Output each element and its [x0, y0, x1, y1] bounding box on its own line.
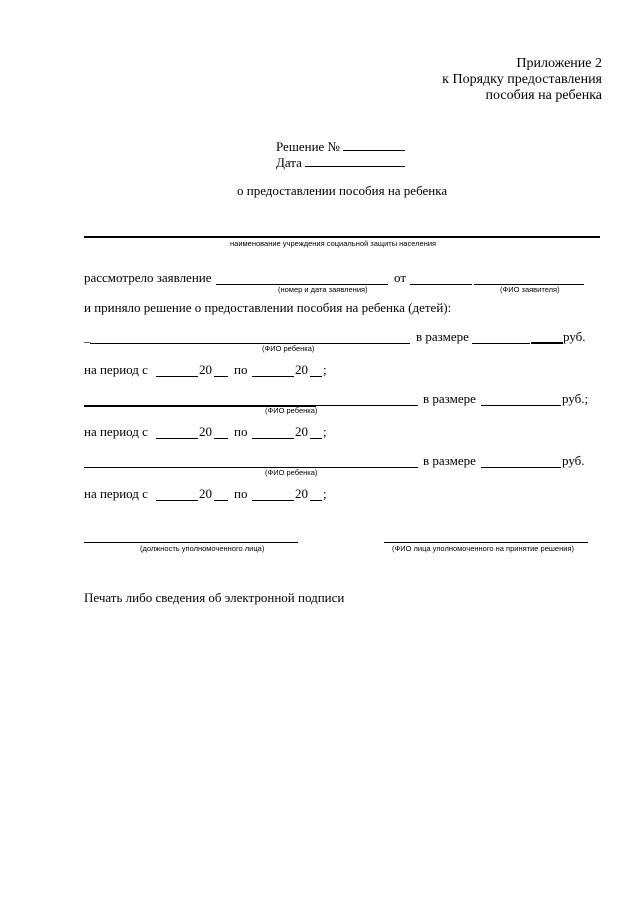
child-2-start-year-line[interactable] — [214, 438, 228, 439]
position-caption: (должность уполномоченного лица) — [140, 544, 265, 553]
child-3-name-line[interactable] — [84, 467, 418, 468]
institution-caption: наименование учреждения социальной защиты населения — [230, 239, 437, 248]
child-3-start-year-prefix: 20 — [199, 486, 212, 501]
child-3-start-date-line[interactable] — [156, 500, 198, 501]
child-1-end-year-line[interactable] — [310, 376, 322, 377]
appendix-line-2: к Порядку предоставления — [442, 72, 602, 87]
decision-number-field — [276, 138, 405, 154]
considered-label: рассмотрело заявление — [84, 270, 212, 285]
stamp-text: Печать либо сведения об электронной подписи — [84, 590, 345, 605]
child-2-start-year-prefix: 20 — [199, 424, 212, 439]
child-1-amount-label: в размере — [416, 329, 469, 344]
child-1-by-label: по — [234, 362, 248, 377]
child-1-start-year-line[interactable] — [214, 376, 228, 377]
child-1-start-date-line[interactable] — [156, 376, 198, 377]
child-2-amount-label: в размере — [423, 391, 476, 406]
child-2-by-label: по — [234, 424, 248, 439]
child-3-end-mark: ; — [323, 486, 327, 501]
decision-number-blank[interactable] — [343, 138, 405, 151]
child-1-period-label: на период с — [84, 362, 148, 377]
position-signature-line[interactable] — [84, 542, 298, 543]
child-1-name-line[interactable] — [90, 343, 410, 344]
child-3-currency: руб. — [562, 453, 585, 468]
child-2-caption: (ФИО ребенка) — [265, 406, 318, 415]
child-1-currency: руб. — [563, 329, 586, 344]
child-3-amount-line[interactable] — [481, 467, 561, 468]
child-2-name-line-b[interactable] — [316, 405, 418, 406]
child-2-end-date-line[interactable] — [252, 438, 294, 439]
child-3-end-year-line[interactable] — [310, 500, 322, 501]
child-3-end-year-prefix: 20 — [295, 486, 308, 501]
decision-date-blank[interactable] — [305, 154, 405, 167]
decision-date-label: Дата — [276, 155, 302, 170]
institution-line[interactable] — [84, 236, 600, 238]
child-2-amount-line[interactable] — [481, 405, 561, 406]
child-3-by-label: по — [234, 486, 248, 501]
child-3-start-year-line[interactable] — [214, 500, 228, 501]
child-2-period-label: на период с — [84, 424, 148, 439]
child-1-start-year-prefix: 20 — [199, 362, 212, 377]
number-date-caption: (номер и дата заявления) — [278, 285, 368, 294]
decision-text: и приняло решение о предоставлении пособия на ребенка (детей): — [84, 300, 452, 315]
decision-date-field — [276, 154, 405, 170]
child-2-end-mark: ; — [323, 424, 327, 439]
appendix-line-3: пособия на ребенка — [485, 88, 602, 103]
decision-number-label: Решение № — [276, 139, 340, 154]
name-signature-line[interactable] — [384, 542, 588, 543]
child-2-start-date-line[interactable] — [156, 438, 198, 439]
appendix-line-1: Приложение 2 — [516, 56, 602, 71]
child-2-end-year-prefix: 20 — [295, 424, 308, 439]
document-title: о предоставлении пособия на ребенка — [237, 183, 448, 198]
child-1-end-date-line[interactable] — [252, 376, 294, 377]
child-1-amount-line-b[interactable] — [531, 342, 563, 344]
child-3-caption: (ФИО ребенка) — [265, 468, 318, 477]
child-2-currency: руб.; — [562, 391, 589, 406]
from-label: от — [394, 270, 407, 285]
application-date-line[interactable] — [410, 284, 472, 285]
child-2-end-year-line[interactable] — [310, 438, 322, 439]
child-3-end-date-line[interactable] — [252, 500, 294, 501]
child-3-period-label: на период с — [84, 486, 148, 501]
child-1-amount-line-a[interactable] — [472, 343, 530, 344]
name-caption: (ФИО лица уполномоченного на принятие решения) — [392, 544, 574, 553]
child-1-prefix: _ — [84, 329, 91, 344]
child-1-caption: (ФИО ребенка) — [262, 344, 315, 353]
child-1-end-mark: ; — [323, 362, 327, 377]
child-1-end-year-prefix: 20 — [295, 362, 308, 377]
applicant-caption: (ФИО заявителя) — [500, 285, 560, 294]
child-3-amount-label: в размере — [423, 453, 476, 468]
